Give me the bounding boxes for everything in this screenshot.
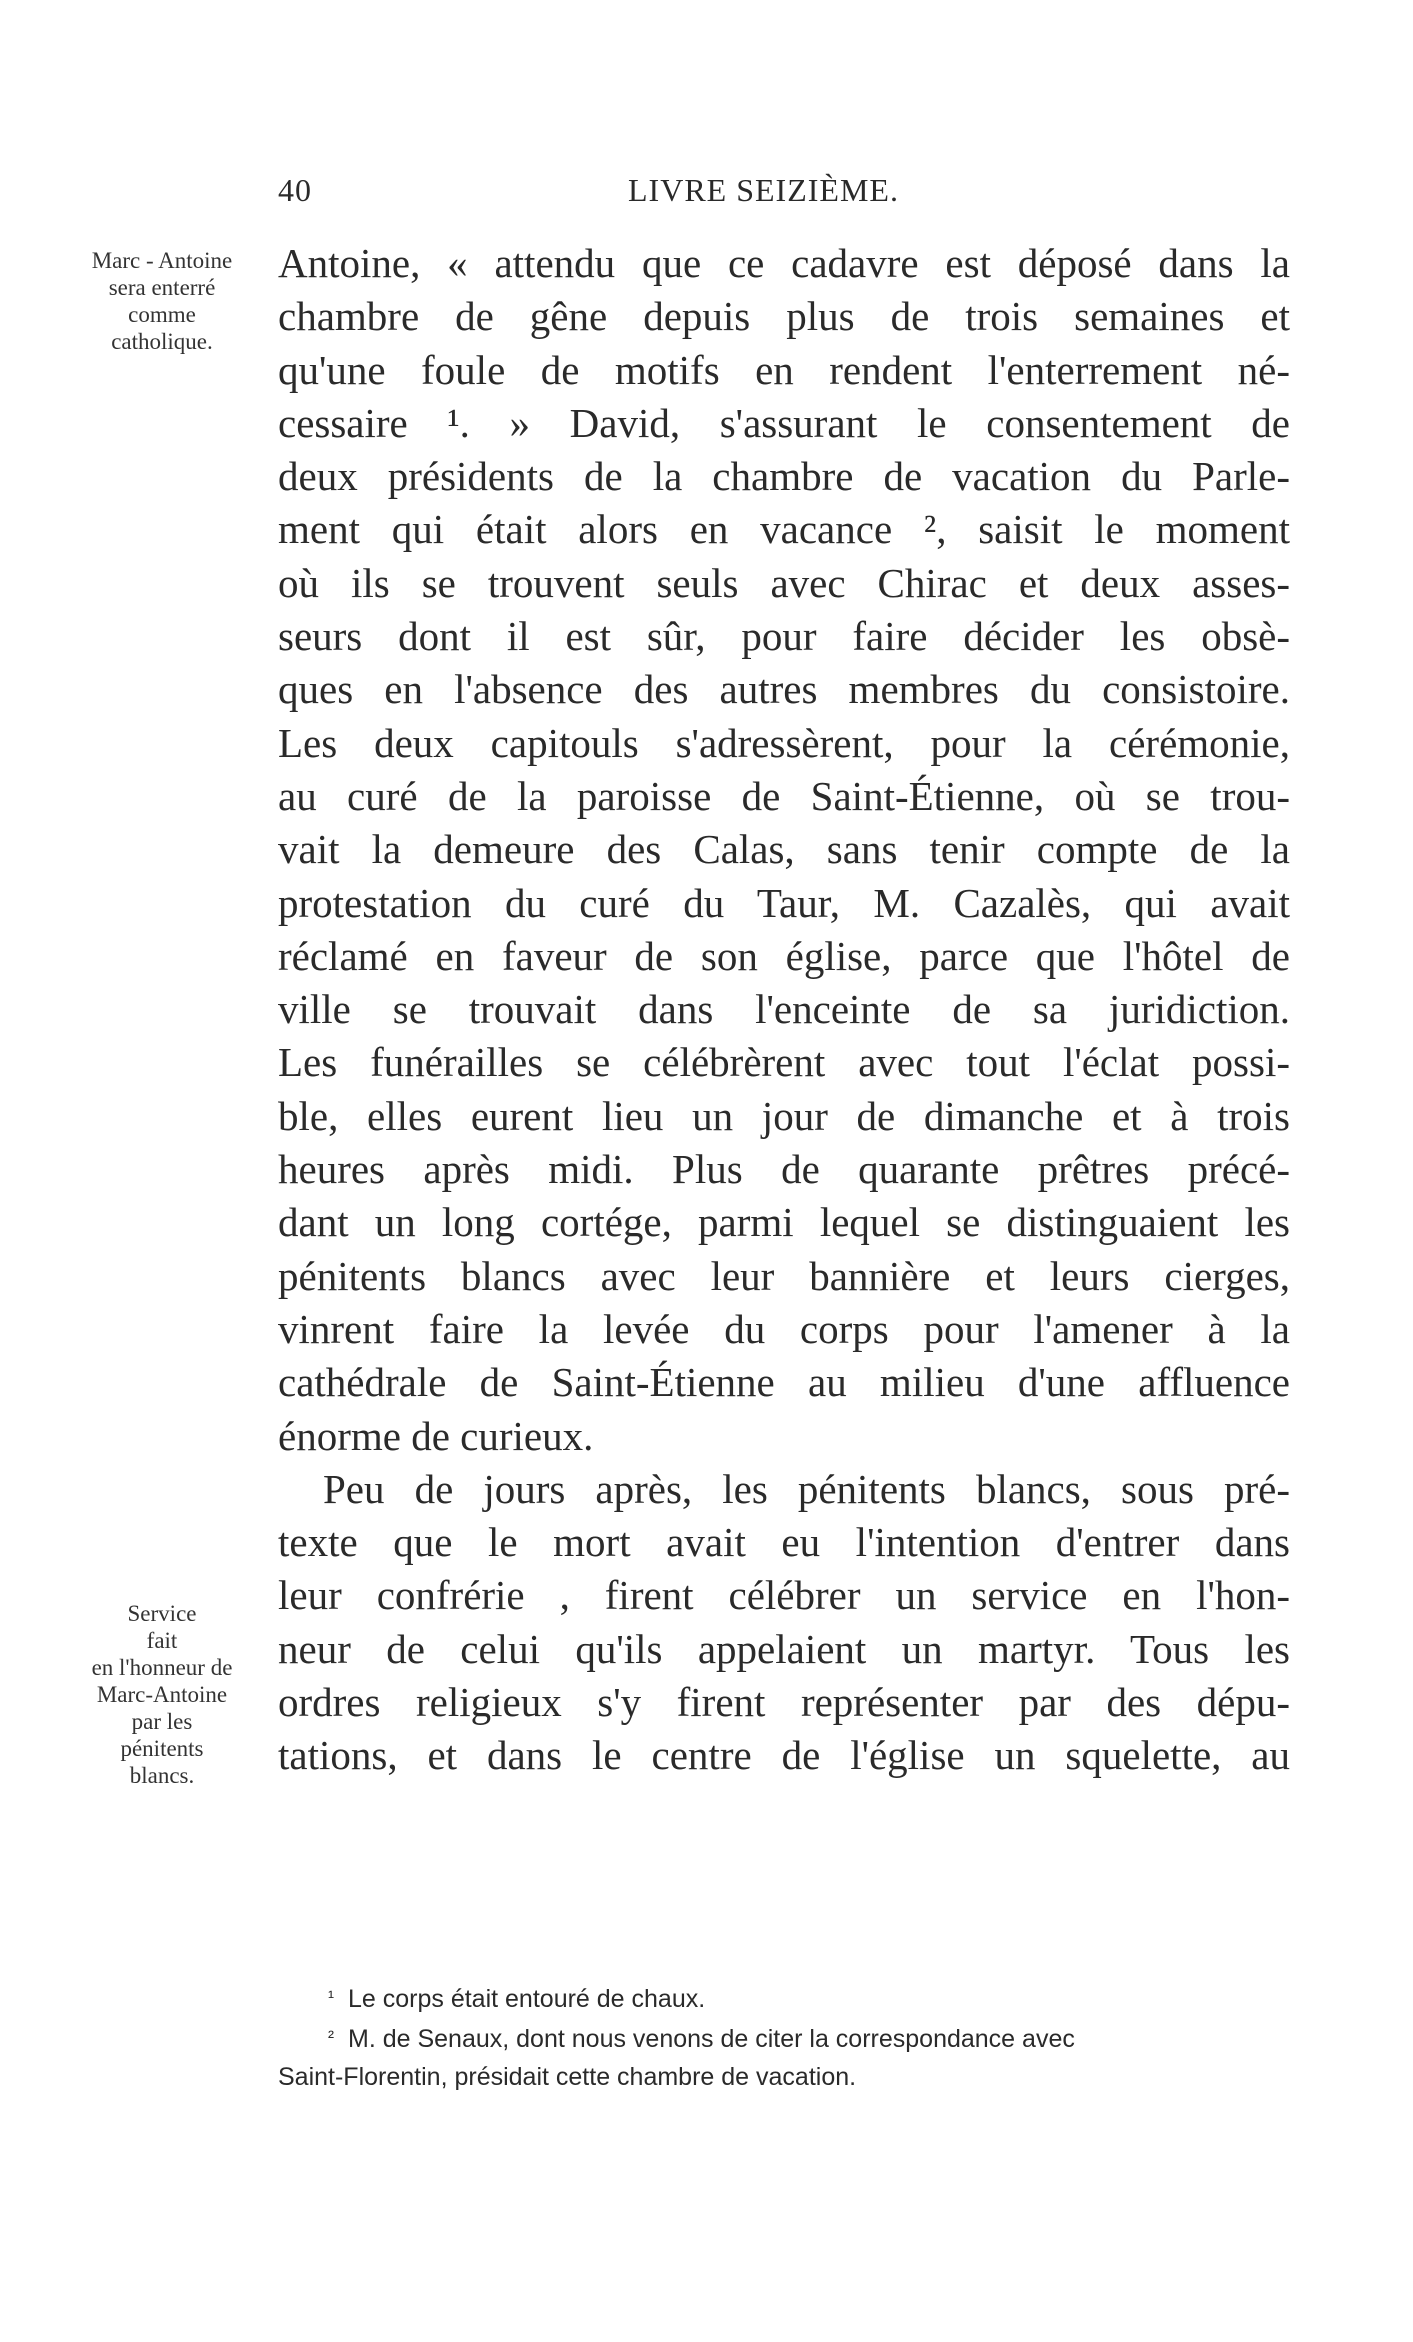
footnote-text: Le corps était entouré de chaux. <box>348 1985 706 2013</box>
body-line: tations, et dans le centre de l'église un squelette, au <box>278 1732 1290 1779</box>
margin-note-line: blancs. <box>129 1763 195 1788</box>
body-line: vinrent faire la levée du corps pour l'amener à la <box>278 1305 1290 1352</box>
body-line: ville se trouvait dans l'enceinte de sa juridiction. <box>278 986 1290 1033</box>
footnote-mark: ¹ <box>328 1987 334 2007</box>
body-line: Antoine, « attendu que ce cadavre est déposé dans la <box>278 240 1290 286</box>
margin-note-line: catholique. <box>111 329 213 354</box>
running-head: LIVRE SEIZIÈME. <box>628 172 899 208</box>
footnote-text: M. de Senaux, dont nous venons de citer la correspondance avec <box>348 2025 1075 2053</box>
body-line: qu'une foule de motifs en rendent l'enterrement né- <box>278 346 1290 393</box>
body-line: vait la demeure des Calas, sans tenir compte de la <box>278 826 1290 873</box>
body-line: neur de celui qu'ils appelaient un martyr. Tous les <box>278 1625 1290 1672</box>
footnote-mark: ² <box>328 2027 334 2047</box>
body-line: chambre de gêne depuis plus de trois semaines et <box>278 293 1290 340</box>
body-line-paragraph-start: Peu de jours après, les pénitents blancs, sous pré- <box>323 1465 1290 1512</box>
body-line: ques en l'absence des autres membres du consistoire. <box>278 666 1290 713</box>
footnote-1 <box>278 1978 1290 2018</box>
margin-note-line: comme <box>128 302 196 327</box>
page-number: 40 <box>278 172 312 208</box>
body-line: Les deux capitouls s'adressèrent, pour la cérémonie, <box>278 719 1290 766</box>
body-line: réclamé en faveur de son église, parce que l'hôtel de <box>278 932 1290 979</box>
body-line: Les funérailles se célébrèrent avec tout l'éclat possi- <box>278 1039 1290 1086</box>
footnote-2-continuation: Saint-Florentin, présidait cette chambre de vacation. <box>278 2063 857 2091</box>
footnotes <box>278 1978 1290 2096</box>
margin-note-line: par les <box>131 1709 193 1734</box>
margin-note-line: Marc - Antoine <box>91 248 233 273</box>
body-line: cathédrale de Saint-Étienne au milieu d'une affluence <box>278 1359 1290 1406</box>
body-line: heures après midi. Plus de quarante prêtres précé- <box>278 1146 1290 1193</box>
body-line: ordres religieux s'y firent représenter par des dépu- <box>278 1679 1290 1726</box>
body-line: pénitents blancs avec leur bannière et leurs cierges, <box>278 1252 1290 1299</box>
margin-note-line: fait <box>146 1628 178 1653</box>
body-line-paragraph-end: énorme de curieux. <box>278 1412 594 1459</box>
margin-note-line: pénitents <box>120 1736 204 1761</box>
margin-note-burial <box>62 247 262 355</box>
margin-note-line: sera enterré <box>108 275 216 300</box>
footnote-2 <box>278 2018 1290 2058</box>
body-line: texte que le mort avait eu l'intention d'entrer dans <box>278 1519 1290 1566</box>
margin-note-line: Marc-Antoine <box>96 1682 228 1707</box>
page-header <box>278 172 1290 222</box>
body-line: où ils se trouvent seuls avec Chirac et deux asses- <box>278 559 1290 606</box>
body-line: protestation du curé du Taur, M. Cazalès, qui avait <box>278 879 1290 926</box>
body-line: seurs dont il est sûr, pour faire décider les obsè- <box>278 613 1290 660</box>
body-line: dant un long cortége, parmi lequel se distinguaient les <box>278 1199 1290 1246</box>
body-line: ble, elles eurent lieu un jour de dimanche et à trois <box>278 1092 1290 1139</box>
margin-note-line: en l'honneur de <box>91 1655 233 1680</box>
margin-note-service <box>62 1600 262 1789</box>
body-text <box>278 237 1290 1783</box>
body-line: au curé de la paroisse de Saint-Étienne, où se trou- <box>278 772 1290 819</box>
body-line: cessaire ¹. » David, s'assurant le consentement de <box>278 399 1290 446</box>
body-line: leur confrérie , firent célébrer un service en l'hon- <box>278 1572 1290 1619</box>
margin-note-line: Service <box>127 1601 197 1626</box>
body-line: ment qui était alors en vacance ², saisit le moment <box>278 506 1290 553</box>
body-line: deux présidents de la chambre de vacation du Parle- <box>278 453 1290 500</box>
